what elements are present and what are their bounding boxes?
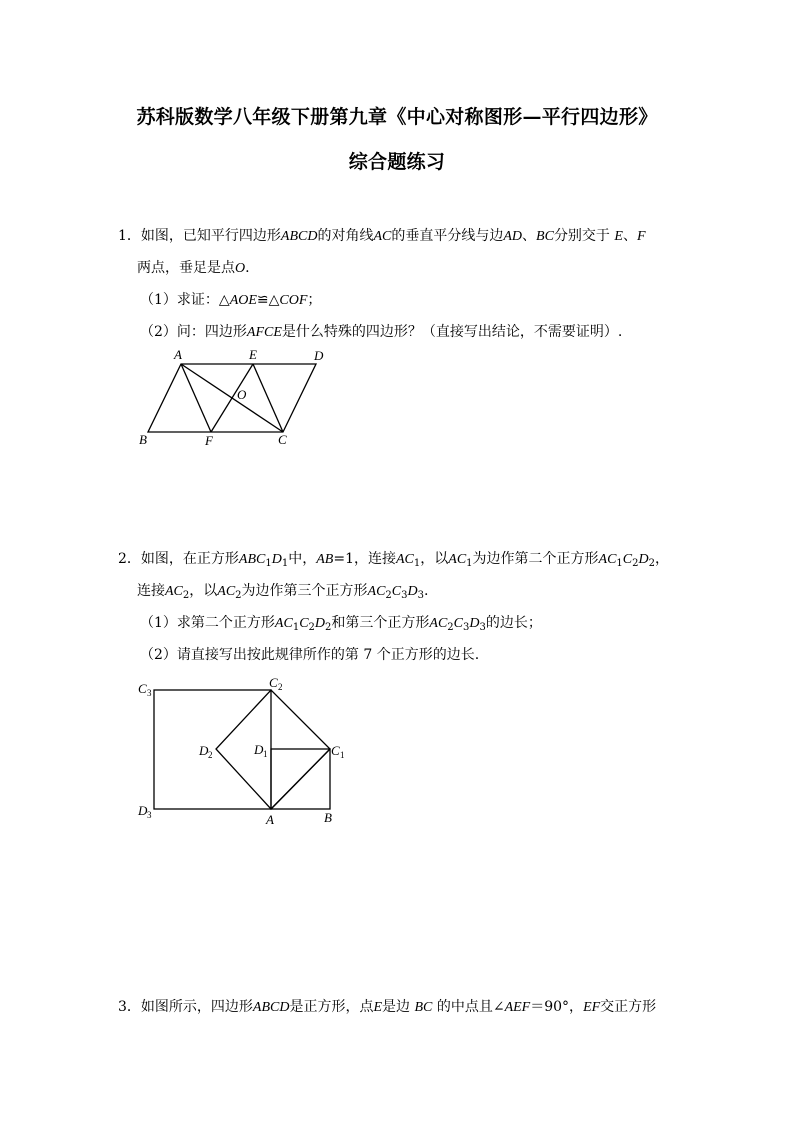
question-1-part-1: （1）求证：△AOE≌△COF；: [140, 292, 322, 308]
question-number: 2．: [118, 551, 141, 567]
page-title: 苏科版数学八年级下册第九章《中心对称图形—平行四边形》: [136, 106, 658, 128]
label-e: E: [249, 347, 257, 362]
page-subtitle: 综合题练习: [348, 151, 446, 173]
svg-text:1: 1: [340, 750, 345, 760]
svg-text:1: 1: [263, 749, 268, 759]
label-a: A: [266, 812, 274, 827]
label-d2: D: [199, 743, 209, 758]
svg-text:2: 2: [278, 682, 283, 692]
svg-text:3: 3: [147, 688, 152, 698]
question-number: 1．: [118, 228, 141, 244]
label-d3: D: [138, 803, 148, 818]
question-2-part-2: （2）请直接写出按此规律所作的第 7 个正方形的边长.: [140, 647, 480, 663]
question-1-line-1: 1．如图，已知平行四边形ABCD的对角线AC的垂直平分线与边AD、BC分别交于 E、F: [118, 228, 646, 244]
question-number: 3．: [118, 999, 141, 1015]
svg-text:3: 3: [147, 810, 152, 820]
question-3-line-1: 3．如图所示，四边形ABCD是正方形，点E是边 BC 的中点且∠AEF＝90°，EF交正方形: [118, 999, 657, 1015]
label-c2: C: [269, 675, 278, 690]
label-a: A: [174, 347, 182, 362]
diagonal-ac1: [271, 749, 330, 809]
figure-2-squares: [132, 676, 352, 826]
label-c: C: [278, 432, 287, 447]
question-2-line-1: 2．如图，在正方形$ABC_1D_1$中，AB=1，连接$AC_1$，以$AC_1$为边作第二个正方形$AC_1C_2D_2$，: [118, 551, 670, 569]
label-c1: C: [331, 743, 340, 758]
label-b: B: [139, 432, 147, 447]
label-f: F: [205, 433, 213, 448]
svg-text:2: 2: [208, 750, 213, 760]
question-1-part-2: （2）问：四边形AFCE是什么特殊的四边形？（直接写出结论，不需要证明）.: [140, 324, 623, 340]
label-c3: C: [138, 681, 147, 696]
question-2-line-2: 连接$AC_2$，以$AC_2$为边作第三个正方形$AC_2C_3D_3$.: [137, 583, 429, 601]
figure-1-parallelogram: [138, 346, 338, 446]
label-d1: D: [254, 742, 264, 757]
label-o: O: [237, 387, 247, 402]
segment-ef: [211, 364, 253, 432]
label-d: D: [314, 348, 324, 363]
label-b: B: [324, 810, 332, 825]
question-1-line-2: 两点，垂足是点O.: [137, 260, 250, 276]
question-2-part-1: （1）求第二个正方形$AC_1C_2D_2$和第三个正方形$AC_2C_3D_3$的边长；: [140, 615, 542, 633]
